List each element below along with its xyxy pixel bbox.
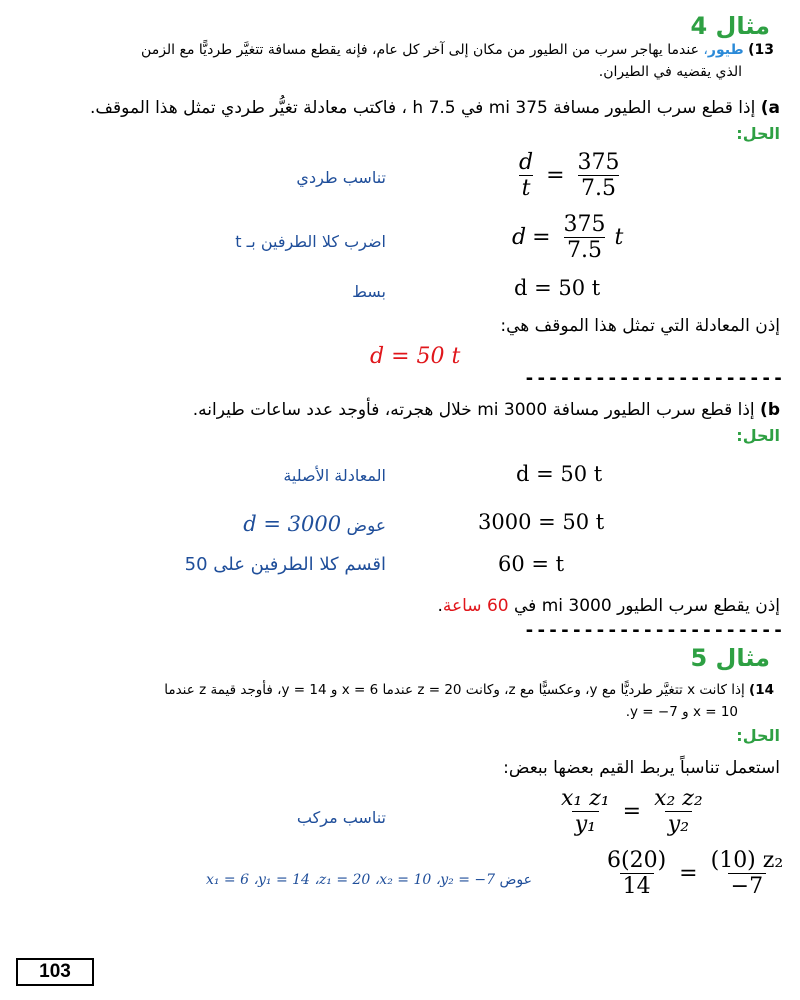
reason-compound: تناسب مركب [296,808,386,827]
solution-label-a: الحل: [736,124,780,143]
proportion-intro: استعمل تناسباً يربط القيم بعضها ببعض: [503,758,780,778]
equation-substituted-compound: $\frac{6(20)}{14}$ = $\frac{\text{(10) z₂}}{-7}$ [607,848,784,899]
solution-label-14: الحل: [736,726,780,745]
intro-text-line2: الذي يقضيه في الطيران. [598,64,742,80]
divider-1: ---------------------- [524,368,785,389]
solution-label-b: الحل: [736,426,780,445]
part-a-label: a) [760,98,780,118]
equation-ratio: $\frac{d}{t}$ = $\frac{375}{7.5}$ [519,150,620,201]
problem-number: 13) [748,42,774,58]
problem-14-line1 [164,682,774,698]
equation-result: 60 = t [498,552,565,576]
conclusion-a: إذن المعادلة التي تمثل هذا الموقف هي: [500,316,780,336]
part-b-text: إذا قطع سرب الطيور مسافة 3000 mi خلال هجرته، فأوجد عدد ساعات طيرانه. [192,400,755,420]
part-b-label: b) [760,400,780,420]
divider-2: ---------------------- [524,620,785,641]
problem-13-line1: 13) طيور، عندما يهاجر سرب من الطيور من مكان إلى آخر كل عام، فإنه يقطع مسافة تتغيَّر طرديًّا مع الزمن [141,42,774,58]
answer-b: 60 ساعة [442,596,509,616]
substitute-value: d = 3000 [243,512,342,536]
conclusion-b: إذن يقطع سرب الطيور 3000 mi في 60 ساعة. [437,596,780,616]
equation-multiply: d = $\frac{375}{7.5}$ t [512,212,624,263]
reason-simplify: بسط [352,282,386,301]
problem-14-line2: x = 10 و y = −7. [625,704,738,720]
part-a-text: إذا قطع سرب الطيور مسافة 375 mi في 7.5 h ، فاكتب معادلة تغيُّر طردي تمثل هذا الموقف. [90,98,756,118]
part-b-question [193,400,780,420]
reason-direct-variation: تناسب طردي [296,168,386,187]
substitute-values: x₁ = 6 ،y₁ = 14 ،z₁ = 20 ،x₂ = 10 ،y₂ = −7 [205,872,496,888]
substitute-values-line: عوض x₁ = 6 ،y₁ = 14 ،z₁ = 20 ،x₂ = 10 ،y₂ = −7 [205,872,532,888]
problem-14-text: إذا كانت x تتغيَّر طرديًّا مع y، وعكسيًّا مع z، وكانت z = 20 عندما x = 6 و y = 14، فأوجد قيمة z عندما [164,682,745,698]
page-number: 103 [16,958,94,986]
part-a-question [90,98,780,118]
equation-original: d = 50 t [516,462,603,486]
intro-text-line1: عندما يهاجر سرب من الطيور من مكان إلى آخر كل عام، فإنه يقطع مسافة تتغيَّر طرديًّا مع الزمن [141,42,699,58]
reason-divide-50: اقسم كلا الطرفين على 50 [184,554,386,575]
example4-heading: مثال 4 [690,12,770,40]
problem-14-number: 14) [749,682,774,698]
answer-a: d = 50 t [370,344,461,369]
equation-simplified: d = 50 t [514,276,601,300]
equation-compound: $\frac{\text{x₁ z₁}}{\text{y₁}}$ = $\frac{\text{x₂ z₂}}{\text{y₂}}$ [561,786,703,837]
reason-original-equation: المعادلة الأصلية [283,466,386,485]
example5-heading: مثال 5 [690,644,770,672]
reason-substitute: عوض d = 3000 [243,512,386,536]
topic-label: طيور [707,42,744,58]
reason-multiply-t: اضرب كلا الطرفين بـ t [235,232,386,251]
equation-substituted: 3000 = 50 t [478,510,605,534]
